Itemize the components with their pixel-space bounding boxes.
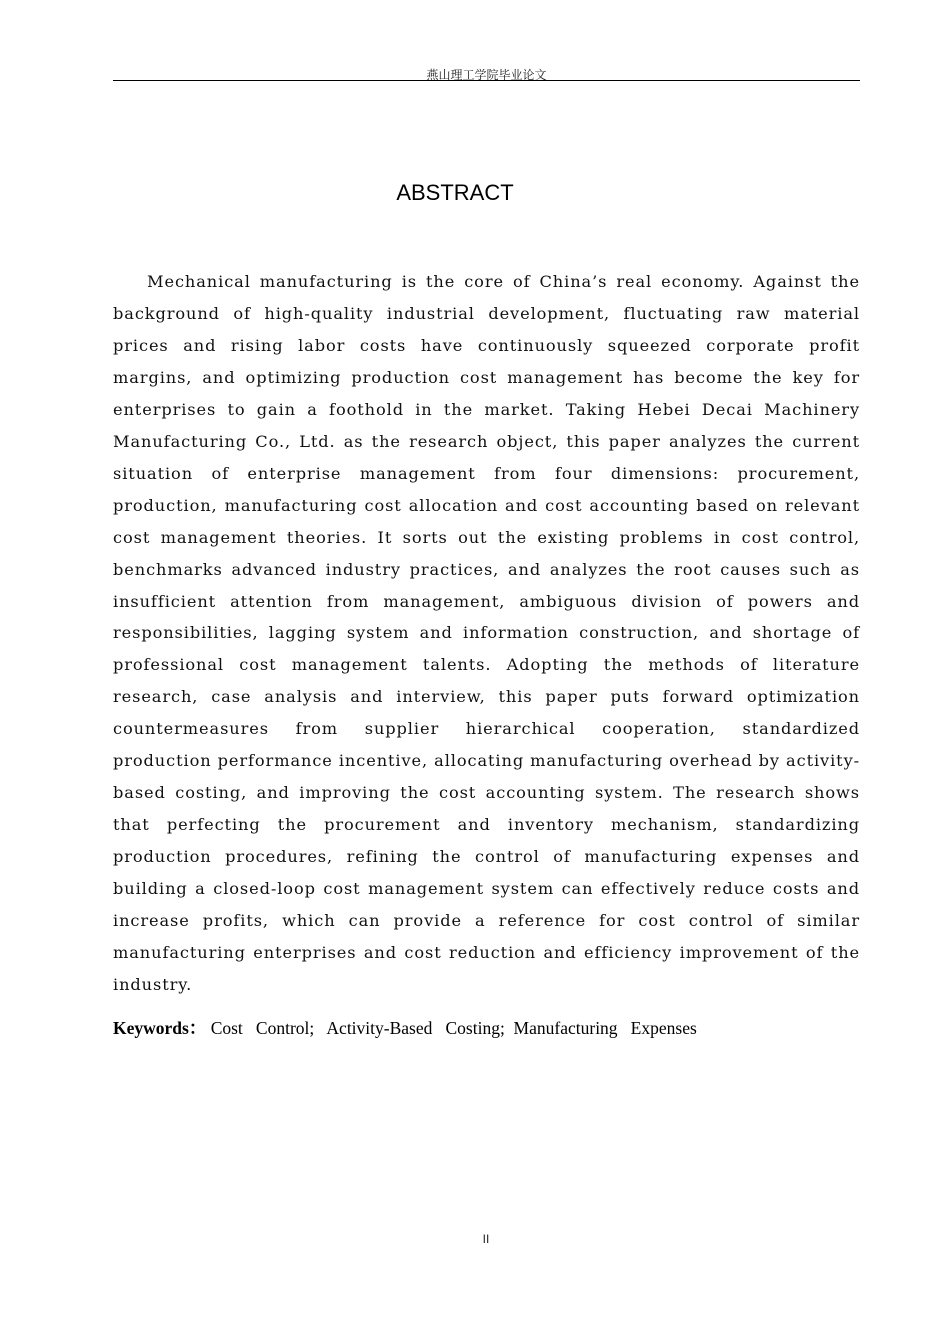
page-title: ABSTRACT (396, 180, 514, 205)
keywords-list: Cost Control; Activity-Based Costing; Manufacturing Expenses (206, 1018, 697, 1038)
abstract-paragraph: Mechanical manufacturing is the core of China’s real economy. Against the background of high-quality industrial development, fluctuating raw material prices and rising labor costs have continuously squeezed corporate profit margins, and optimizing production cost management has become the key for enterprises to gain a foothold in the market. Taking Hebei Decai Machinery Manufacturing Co., Ltd. as the research object, this paper analyzes the current situation of enterprise management from four dimensions: procurement, production, manufacturing cost allocation and cost accounting based on relevant cost management theories. It sorts out the existing problems in cost control, benchmarks advanced industry practices, and analyzes the root causes such as insufficient attention from management, ambiguous division of powers and responsibilities, lagging system and information construction, and shortage of professional cost management talents. Adopting the methods of literature research, case analysis and interview, this paper puts forward optimization countermeasures from supplier hierarchical cooperation, standardized production performance incentive, allocating manufacturing overhead by activity-based costing, and improving the cost accounting system. The research shows that perfecting the procurement and inventory mechanism, standardizing production procedures, refining the control of manufacturing expenses and building a closed-loop cost management system can effectively reduce costs and increase profits, which can provide a reference for cost control of similar manufacturing enterprises and cost reduction and efficiency improvement of the industry. (113, 272, 860, 994)
running-header (113, 64, 860, 81)
keywords-label: Keywords： (113, 1018, 207, 1038)
keywords-line (113, 1016, 860, 1040)
header-title: 燕山理工学院毕业论文 (426, 68, 547, 82)
page-number: II (482, 1232, 490, 1246)
